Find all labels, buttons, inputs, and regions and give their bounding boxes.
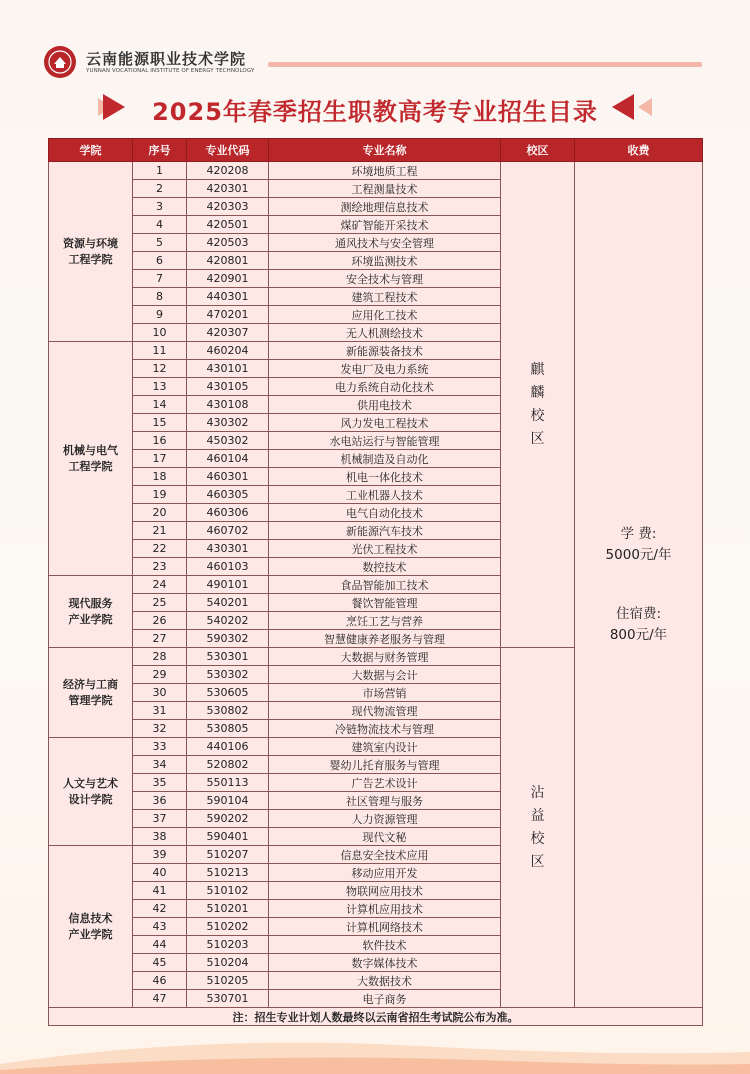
seq-cell: 45: [133, 954, 187, 972]
seq-cell: 25: [133, 594, 187, 612]
seq-cell: 22: [133, 540, 187, 558]
code-cell: 420901: [187, 270, 269, 288]
seq-cell: 35: [133, 774, 187, 792]
major-cell: 物联网应用技术: [269, 882, 501, 900]
code-cell: 530701: [187, 990, 269, 1008]
school-name-en: YUNNAN VOCATIONAL INSTITUTE OF ENERGY TECHNOLOGY: [86, 68, 255, 74]
header-divider: [268, 62, 702, 67]
tuition-label: 学 费:: [620, 525, 657, 542]
arrow-left-icon: [638, 98, 652, 116]
header-seq: 序号: [133, 139, 187, 162]
major-cell: 电气自动化技术: [269, 504, 501, 522]
code-cell: 430108: [187, 396, 269, 414]
code-cell: 440301: [187, 288, 269, 306]
seq-cell: 19: [133, 486, 187, 504]
code-cell: 540201: [187, 594, 269, 612]
major-cell: 信息安全技术应用: [269, 846, 501, 864]
code-cell: 420208: [187, 162, 269, 180]
code-cell: 510201: [187, 900, 269, 918]
code-cell: 420501: [187, 216, 269, 234]
campus-cell: 沾 益 校 区: [501, 648, 575, 1008]
code-cell: 420301: [187, 180, 269, 198]
major-cell: 社区管理与服务: [269, 792, 501, 810]
code-cell: 430301: [187, 540, 269, 558]
major-cell: 环境监测技术: [269, 252, 501, 270]
code-cell: 510202: [187, 918, 269, 936]
college-cell: 资源与环境 工程学院: [49, 162, 133, 342]
seq-cell: 34: [133, 756, 187, 774]
seq-cell: 47: [133, 990, 187, 1008]
college-cell: 经济与工商 管理学院: [49, 648, 133, 738]
seq-cell: 33: [133, 738, 187, 756]
code-cell: 460204: [187, 342, 269, 360]
code-cell: 460301: [187, 468, 269, 486]
major-cell: 现代文秘: [269, 828, 501, 846]
code-cell: 460103: [187, 558, 269, 576]
code-cell: 540202: [187, 612, 269, 630]
campus-cell: 麒 麟 校 区: [501, 162, 575, 648]
major-cell: 安全技术与管理: [269, 270, 501, 288]
seq-cell: 14: [133, 396, 187, 414]
code-cell: 420303: [187, 198, 269, 216]
enrollment-table: [48, 138, 703, 1026]
header-fee: 收费: [575, 139, 703, 162]
code-cell: 460305: [187, 486, 269, 504]
major-cell: 通风技术与安全管理: [269, 234, 501, 252]
seq-cell: 18: [133, 468, 187, 486]
seq-cell: 43: [133, 918, 187, 936]
seq-cell: 28: [133, 648, 187, 666]
dorm-value: 800元/年: [609, 626, 668, 643]
header-major: 专业名称: [269, 139, 501, 162]
major-cell: 大数据与财务管理: [269, 648, 501, 666]
seq-cell: 17: [133, 450, 187, 468]
page-title: 2025年春季招生职教高考专业招生目录: [152, 98, 598, 126]
major-cell: 计算机网络技术: [269, 918, 501, 936]
major-cell: 电子商务: [269, 990, 501, 1008]
table-header-row: [49, 139, 703, 162]
college-cell: 现代服务 产业学院: [49, 576, 133, 648]
major-cell: 市场营销: [269, 684, 501, 702]
code-cell: 510203: [187, 936, 269, 954]
fee-cell: [575, 162, 703, 1008]
major-cell: 机电一体化技术: [269, 468, 501, 486]
major-cell: 工业机器人技术: [269, 486, 501, 504]
seq-cell: 30: [133, 684, 187, 702]
major-cell: 烹饪工艺与营养: [269, 612, 501, 630]
seq-cell: 4: [133, 216, 187, 234]
code-cell: 530301: [187, 648, 269, 666]
major-cell: 环境地质工程: [269, 162, 501, 180]
seq-cell: 2: [133, 180, 187, 198]
seq-cell: 38: [133, 828, 187, 846]
college-cell: 信息技术 产业学院: [49, 846, 133, 1008]
major-cell: 建筑工程技术: [269, 288, 501, 306]
seq-cell: 9: [133, 306, 187, 324]
major-cell: 应用化工技术: [269, 306, 501, 324]
code-cell: 450302: [187, 432, 269, 450]
major-cell: 建筑室内设计: [269, 738, 501, 756]
tuition-value: 5000元/年: [605, 546, 672, 563]
major-cell: 移动应用开发: [269, 864, 501, 882]
major-cell: 新能源装备技术: [269, 342, 501, 360]
seq-cell: 44: [133, 936, 187, 954]
major-cell: 人力资源管理: [269, 810, 501, 828]
code-cell: 430101: [187, 360, 269, 378]
school-header: [40, 46, 710, 84]
major-cell: 软件技术: [269, 936, 501, 954]
code-cell: 430105: [187, 378, 269, 396]
seq-cell: 15: [133, 414, 187, 432]
seq-cell: 12: [133, 360, 187, 378]
seq-cell: 42: [133, 900, 187, 918]
major-cell: 大数据技术: [269, 972, 501, 990]
seq-cell: 36: [133, 792, 187, 810]
footer-decoration: [0, 1014, 750, 1074]
table-row: [49, 162, 703, 180]
code-cell: 460702: [187, 522, 269, 540]
major-cell: 婴幼儿托育服务与管理: [269, 756, 501, 774]
major-cell: 供用电技术: [269, 396, 501, 414]
seq-cell: 40: [133, 864, 187, 882]
major-cell: 餐饮智能管理: [269, 594, 501, 612]
seq-cell: 7: [133, 270, 187, 288]
major-cell: 数控技术: [269, 558, 501, 576]
title-bar: [0, 88, 750, 128]
seq-cell: 16: [133, 432, 187, 450]
code-cell: 530302: [187, 666, 269, 684]
code-cell: 510102: [187, 882, 269, 900]
major-cell: 风力发电工程技术: [269, 414, 501, 432]
major-cell: 智慧健康养老服务与管理: [269, 630, 501, 648]
header-college: 学院: [49, 139, 133, 162]
code-cell: 470201: [187, 306, 269, 324]
school-name-cn: 云南能源职业技术学院: [86, 50, 247, 68]
code-cell: 530802: [187, 702, 269, 720]
dorm-label: 住宿费:: [615, 605, 662, 622]
major-cell: 光伏工程技术: [269, 540, 501, 558]
code-cell: 530805: [187, 720, 269, 738]
code-cell: 420801: [187, 252, 269, 270]
seq-cell: 31: [133, 702, 187, 720]
seq-cell: 23: [133, 558, 187, 576]
code-cell: 520802: [187, 756, 269, 774]
code-cell: 510207: [187, 846, 269, 864]
seq-cell: 10: [133, 324, 187, 342]
seq-cell: 21: [133, 522, 187, 540]
code-cell: 420503: [187, 234, 269, 252]
college-cell: 人文与艺术 设计学院: [49, 738, 133, 846]
code-cell: 510204: [187, 954, 269, 972]
footnote: 注：招生专业计划人数最终以云南省招生考试院公布为准。: [49, 1008, 703, 1026]
code-cell: 550113: [187, 774, 269, 792]
major-cell: 食品智能加工技术: [269, 576, 501, 594]
seq-cell: 46: [133, 972, 187, 990]
code-cell: 460104: [187, 450, 269, 468]
code-cell: 430302: [187, 414, 269, 432]
code-cell: 590302: [187, 630, 269, 648]
seq-cell: 20: [133, 504, 187, 522]
major-cell: 广告艺术设计: [269, 774, 501, 792]
seq-cell: 29: [133, 666, 187, 684]
major-cell: 大数据与会计: [269, 666, 501, 684]
major-cell: 工程测量技术: [269, 180, 501, 198]
major-cell: 水电站运行与智能管理: [269, 432, 501, 450]
code-cell: 460306: [187, 504, 269, 522]
seq-cell: 11: [133, 342, 187, 360]
seq-cell: 41: [133, 882, 187, 900]
seq-cell: 1: [133, 162, 187, 180]
seq-cell: 3: [133, 198, 187, 216]
code-cell: 590401: [187, 828, 269, 846]
major-cell: 无人机测绘技术: [269, 324, 501, 342]
major-cell: 测绘地理信息技术: [269, 198, 501, 216]
seq-cell: 26: [133, 612, 187, 630]
major-cell: 机械制造及自动化: [269, 450, 501, 468]
seq-cell: 32: [133, 720, 187, 738]
seq-cell: 37: [133, 810, 187, 828]
code-cell: 510205: [187, 972, 269, 990]
major-cell: 冷链物流技术与管理: [269, 720, 501, 738]
seq-cell: 27: [133, 630, 187, 648]
major-cell: 煤矿智能开采技术: [269, 216, 501, 234]
header-campus: 校区: [501, 139, 575, 162]
code-cell: 530605: [187, 684, 269, 702]
school-logo-icon: [44, 46, 76, 78]
seq-cell: 39: [133, 846, 187, 864]
seq-cell: 24: [133, 576, 187, 594]
major-cell: 计算机应用技术: [269, 900, 501, 918]
seq-cell: 13: [133, 378, 187, 396]
seq-cell: 8: [133, 288, 187, 306]
major-cell: 数字媒体技术: [269, 954, 501, 972]
college-cell: 机械与电气 工程学院: [49, 342, 133, 576]
code-cell: 510213: [187, 864, 269, 882]
code-cell: 590202: [187, 810, 269, 828]
major-cell: 电力系统自动化技术: [269, 378, 501, 396]
header-code: 专业代码: [187, 139, 269, 162]
major-cell: 发电厂及电力系统: [269, 360, 501, 378]
code-cell: 440106: [187, 738, 269, 756]
code-cell: 420307: [187, 324, 269, 342]
major-cell: 新能源汽车技术: [269, 522, 501, 540]
seq-cell: 6: [133, 252, 187, 270]
seq-cell: 5: [133, 234, 187, 252]
arrow-left-icon: [612, 94, 634, 120]
code-cell: 590104: [187, 792, 269, 810]
code-cell: 490101: [187, 576, 269, 594]
major-cell: 现代物流管理: [269, 702, 501, 720]
